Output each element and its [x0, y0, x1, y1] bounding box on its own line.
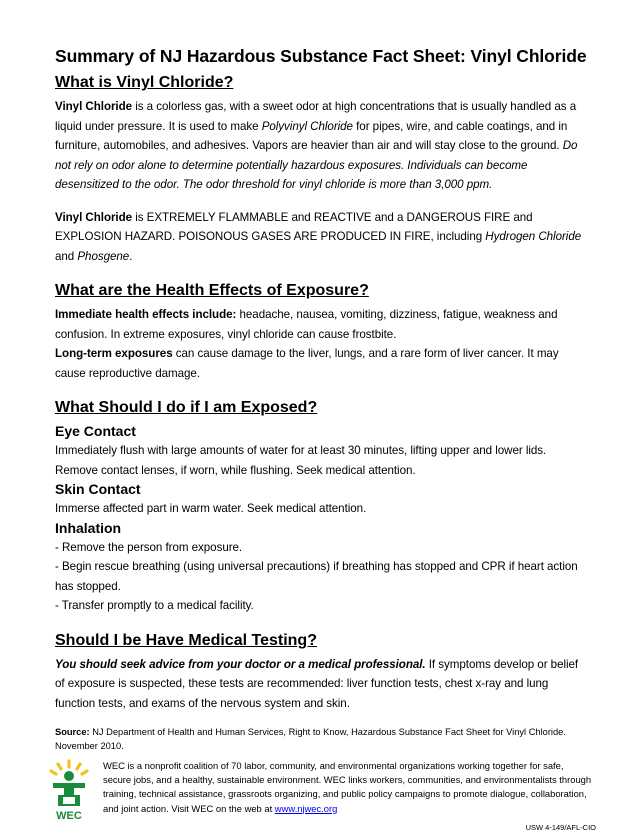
eye-contact-text: Immediately flush with large amounts of water for at least 30 minutes, lifting upper and lower lids. Remove contact lenses, if worn, while flushing. Seek medical attention. [55, 444, 547, 477]
subheading-eye-contact: Eye Contact [55, 423, 136, 439]
heading-medical-testing: Should I be Have Medical Testing? [55, 631, 317, 649]
term-vinyl-chloride: Vinyl Chloride [55, 100, 133, 113]
subheading-skin-contact: Skin Contact [55, 481, 141, 497]
logo-text: WEC [56, 810, 82, 822]
inhalation-step: - Transfer promptly to a medical facility. [55, 599, 254, 612]
page-title: Summary of NJ Hazardous Substance Fact Sheet: Vinyl Chloride [55, 46, 587, 66]
wec-website-link[interactable]: www.njwec.org [274, 802, 338, 814]
heading-health-effects: What are the Health Effects of Exposure? [55, 282, 369, 299]
skin-contact-text: Immerse affected part in warm water. Seek medical attention. [55, 502, 367, 515]
immediate-effects-paragraph: Immediate health effects include: headache, nausea, vomiting, dizziness, fatigue, weakness and confusion. In extreme exposures, vinyl chloride can cause frostbite. [55, 308, 558, 341]
source-citation: Source: NJ Department of Health and Human Services, Right to Know, Hazardous Substance Fact Sheet for Vinyl Chloride. November 2010. [55, 727, 566, 751]
heading-if-exposed: What Should I do if I am Exposed? [55, 399, 318, 416]
long-term-effects-paragraph: Long-term exposures can cause damage to the liver, lungs, and a rare form of liver cancer. It may cause reproductive damage. [55, 347, 559, 380]
odor-warning: Do not rely on odor alone to determine potentially hazardous exposures. Individuals can become desensitized to the odor. The odor threshold for vinyl chloride is more than 3,000 ppm. [55, 139, 578, 191]
medical-testing-paragraph: You should seek advice from your doctor or a medical professional. If symptoms develop or belief of exposure is suspected, these tests are recommended: liver function tests, chest x-ray and lung function tests, and exams of the nervous system and skin. [55, 657, 579, 710]
what-is-paragraph: Vinyl Chloride is a colorless gas, with a sweet odor at high concentrations that is usually handled as a liquid under pressure. It is used to make Polyvinyl Chloride for pipes, wire, and cable coatings, and in furniture, automobiles, and adhesives. Vapors are heavier than air and will stay close to the ground. Do not rely on odor alone to determine potentially hazardous exposures. Individuals can become desensitized to the odor. The odor threshold for vinyl chloride is more than 3,000 ppm. [55, 100, 578, 191]
fact-sheet-page [55, 44, 596, 839]
hazard-paragraph: Vinyl Chloride is EXTREMELY FLAMMABLE and REACTIVE and a DANGEROUS FIRE and EXPLOSION HAZARD. POISONOUS GASES ARE PRODUCED IN FIRE, including Hydrogen Chloride and Phosgene. [55, 210, 582, 263]
subheading-inhalation: Inhalation [55, 519, 122, 536]
union-label: USW 4-149/AFL-CIO [525, 823, 596, 832]
person-figure-icon [53, 771, 85, 806]
wec-logo [47, 759, 91, 823]
footer [55, 759, 596, 839]
heading-what-is: What is Vinyl Chloride? [55, 74, 234, 91]
wec-description: WEC is a nonprofit coalition of 70 labor, community, and environmental organizations working together for safe, secure jobs, and a healthy, sustainable environment. WEC links workers, communities, and environmentalists through training, technical assistance, grassroots organizing, and public policy campaigns to promote dialogue, collaboration, and joint action. Visit WEC on the web at www.njwec.org [103, 760, 592, 814]
inhalation-step: - Remove the person from exposure. [55, 540, 243, 554]
inhalation-step: - Begin rescue breathing (using universal precautions) if breathing has stopped and CPR if heart action has stopped. [55, 560, 578, 593]
